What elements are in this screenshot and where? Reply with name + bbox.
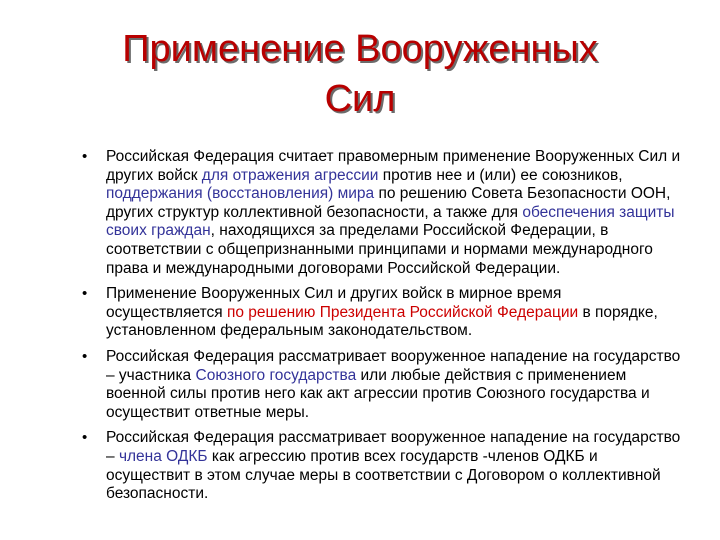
bullet-3-text-1: Российская Федерация рассматривает вооруженное нападение на государство – участника bbox=[106, 347, 681, 384]
slide-title-line-2: Сил bbox=[324, 78, 396, 120]
bullet-item-1 bbox=[82, 148, 682, 278]
bullet-3-text-2: или любые действия с применением военной силы против него как акт агрессии против Союзного государства и осуществит ответные меры. bbox=[106, 366, 650, 421]
bullet-icon: • bbox=[82, 429, 88, 447]
bullet-1-highlight-aggression: для отражения агрессии bbox=[201, 166, 379, 184]
bullet-item-4 bbox=[82, 429, 682, 503]
bullet-list bbox=[82, 148, 682, 511]
bullet-2-text-1: Применение Вооруженных Сил и других войск в мирное время осуществляется bbox=[106, 285, 562, 321]
bullet-icon: • bbox=[82, 347, 88, 365]
bullet-1-text-3: по решению Совета Безопасности ООН, других структур коллективной безопасности, а также для bbox=[106, 185, 671, 221]
bullet-item-2 bbox=[82, 285, 682, 341]
slide-title bbox=[60, 24, 660, 124]
bullet-2-highlight-president: по решению Президента Российской Федерации bbox=[226, 303, 579, 321]
bullet-4-text-1: Российская Федерация рассматривает вооруженное нападение на государство – bbox=[106, 429, 681, 465]
bullet-1-highlight-peace: поддержания (восстановления) мира bbox=[106, 185, 375, 203]
bullet-icon: • bbox=[82, 148, 88, 165]
bullet-4-highlight-csto: члена ОДКБ bbox=[118, 447, 208, 465]
bullet-1-text-2: против нее и (или) ее союзников, bbox=[378, 166, 623, 184]
bullet-2-text-2: в порядке, установленном федеральным законодательством. bbox=[106, 303, 658, 340]
bullet-icon: • bbox=[82, 285, 88, 303]
bullet-4-text-2: как агрессию против всех государств -членов ОДКБ и осуществит в этом случае меры в соответствии с Договором о коллективной безопасности. bbox=[106, 447, 661, 503]
bullet-1-text-4: , находящихся за пределами Российской Федерации, в соответствии с общепризнанными принципами и нормами международного права и международными договорами Российской Федерации. bbox=[106, 222, 653, 277]
bullet-1-highlight-citizens: обеспечения защиты своих граждан bbox=[106, 203, 675, 240]
bullet-item-3 bbox=[82, 348, 682, 422]
bullet-1-text-1: Российская Федерация считает правомерным применение Вооруженных Сил и других войск bbox=[106, 148, 681, 184]
slide-title-line-1: Применение Вооруженных bbox=[122, 28, 598, 70]
bullet-3-highlight-union-state: Союзного государства bbox=[195, 366, 357, 384]
